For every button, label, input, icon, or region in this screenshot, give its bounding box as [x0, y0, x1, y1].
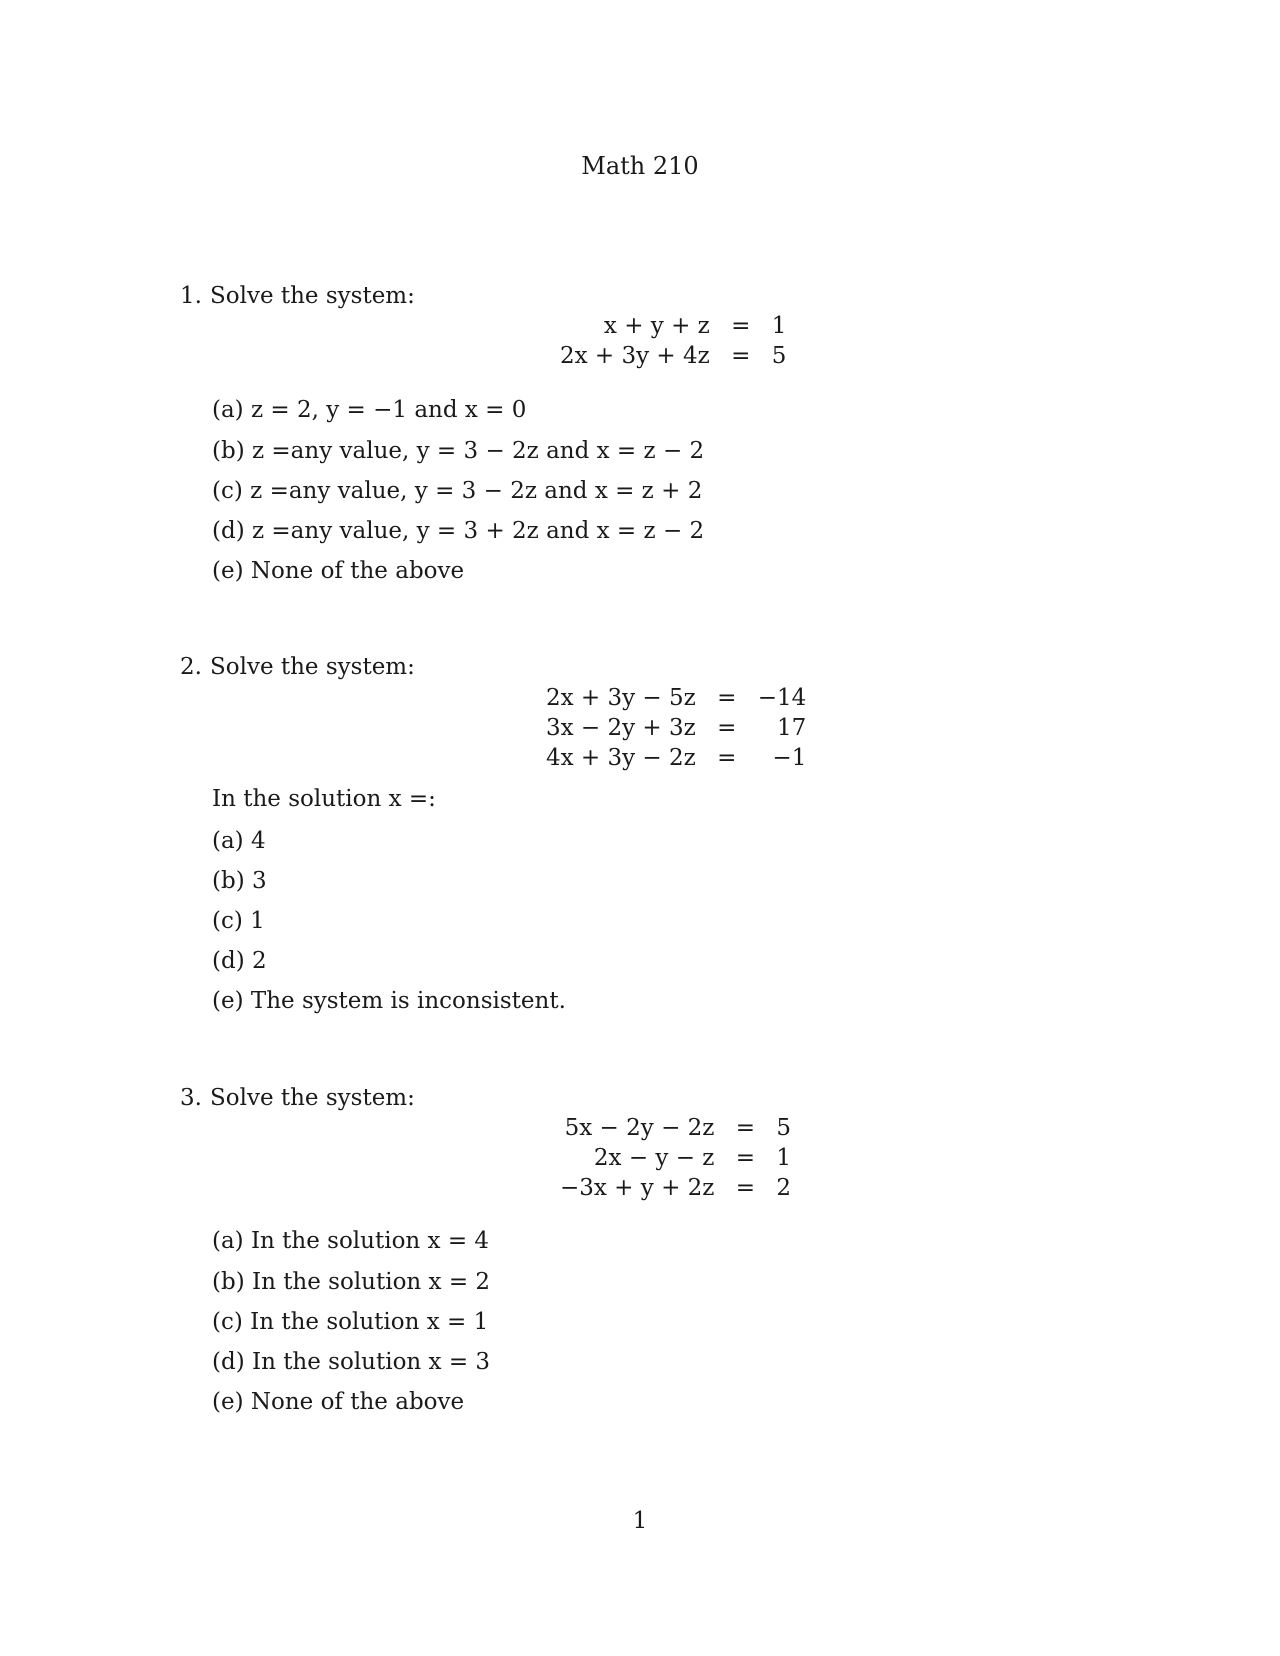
question-1-heading [180, 283, 415, 309]
question-2-option-e: (e) The system is inconsistent. [212, 988, 566, 1014]
equation-equals: = [735, 1115, 756, 1141]
question-3-prompt: Solve the system: [210, 1085, 415, 1111]
question-2-system [546, 683, 806, 773]
equation-rhs: 2 [776, 1175, 792, 1201]
question-2-option-c: (c) 1 [212, 908, 265, 934]
question-3-option-a: (a) In the solution x = 4 [212, 1228, 490, 1254]
equation-equals: = [717, 685, 737, 711]
equation-equals: = [731, 343, 751, 369]
question-1-option-d: (d) z =any value, y = 3 + 2z and x = z − 2 [212, 518, 705, 544]
question-3-heading [180, 1085, 415, 1111]
equation-row [560, 1113, 791, 1143]
question-1-system [560, 311, 786, 371]
question-1-option-b: (b) z =any value, y = 3 − 2z and x = z − 2 [212, 438, 705, 464]
question-2-number: 2. [180, 654, 202, 680]
equation-lhs: 4x + 3y − 2z [546, 745, 696, 771]
equation-equals: = [717, 715, 737, 741]
question-3-option-b: (b) In the solution x = 2 [212, 1269, 491, 1295]
equation-lhs: 3x − 2y + 3z [546, 715, 696, 741]
question-2-sub-prompt: In the solution x =: [212, 786, 436, 812]
equation-rhs: −1 [772, 745, 807, 771]
equation-equals: = [735, 1145, 756, 1171]
equation-row [546, 683, 806, 713]
equation-rhs: 17 [777, 715, 807, 741]
page-number: 1 [632, 1508, 648, 1534]
equation-equals: = [717, 745, 737, 771]
equation-lhs: 2x − y − z [593, 1145, 715, 1171]
equation-row [560, 1173, 791, 1203]
question-3-option-e: (e) None of the above [212, 1389, 465, 1415]
question-2-option-a: (a) 4 [212, 828, 266, 854]
equation-rhs: 5 [771, 343, 787, 369]
question-1-option-c: (c) z =any value, y = 3 − 2z and x = z + 2 [212, 478, 703, 504]
question-2-option-b: (b) 3 [212, 868, 267, 894]
equation-rhs: 5 [776, 1115, 792, 1141]
equation-lhs: −3x + y + 2z [560, 1175, 715, 1201]
question-2-option-d: (d) 2 [212, 948, 267, 974]
equation-row [560, 1143, 791, 1173]
question-3-system [560, 1113, 791, 1203]
equation-row [560, 341, 786, 371]
equation-row [546, 743, 806, 773]
equation-rhs: 1 [771, 313, 787, 339]
equation-rhs: 1 [776, 1145, 792, 1171]
question-3-option-d: (d) In the solution x = 3 [212, 1349, 491, 1375]
question-3-number: 3. [180, 1085, 202, 1111]
question-2-prompt: Solve the system: [210, 654, 415, 680]
equation-lhs: 2x + 3y − 5z [546, 685, 696, 711]
question-1-prompt: Solve the system: [210, 283, 415, 309]
equation-lhs: 2x + 3y + 4z [560, 343, 710, 369]
equation-row [560, 311, 786, 341]
question-1-number: 1. [180, 283, 202, 309]
equation-lhs: 5x − 2y − 2z [564, 1115, 715, 1141]
equation-lhs: x + y + z [603, 313, 710, 339]
equation-equals: = [731, 313, 751, 339]
page-title: Math 210 [581, 152, 699, 180]
question-3-option-c: (c) In the solution x = 1 [212, 1309, 489, 1335]
question-2-heading [180, 654, 415, 680]
question-1-option-e: (e) None of the above [212, 558, 465, 584]
equation-rhs: −14 [757, 685, 807, 711]
question-1-option-a: (a) z = 2, y = −1 and x = 0 [212, 397, 527, 423]
equation-equals: = [735, 1175, 756, 1201]
equation-row [546, 713, 806, 743]
